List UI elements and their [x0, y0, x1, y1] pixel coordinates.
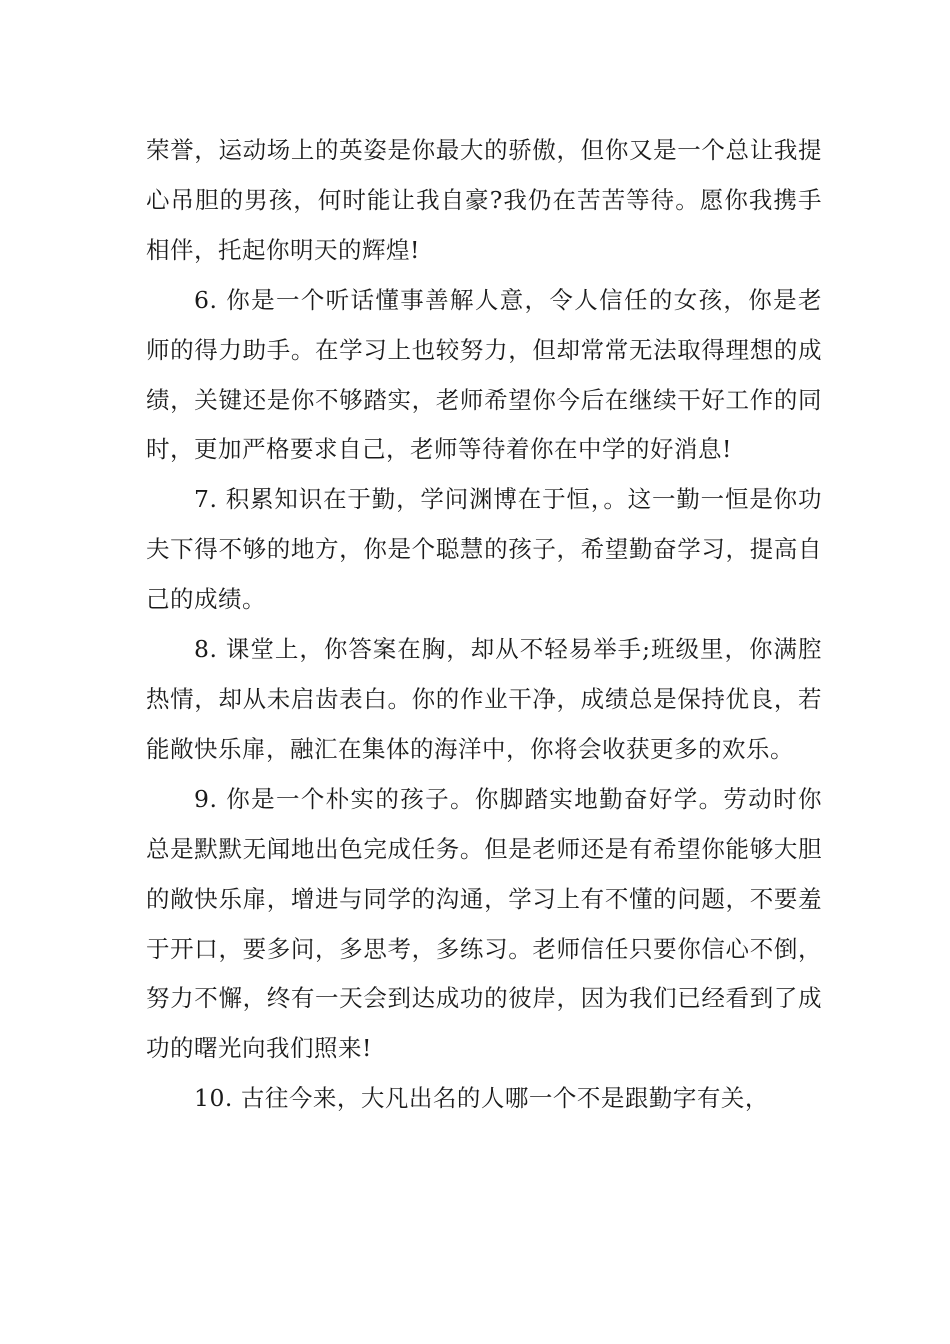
document-body	[146, 126, 822, 1124]
paragraph-item-9: 9. 你是一个朴实的孩子。你脚踏实地勤奋好学。劳动时你总是默默无闻地出色完成任务。但是老师还是有希望你能够大胆的敞快乐扉，增进与同学的沟通，学习上有不懂的问题，不要羞于开口，要多问，多思考，多练习。老师信任只要你信心不倒，努力不懈，终有一天会到达成功的彼岸，因为我们已经看到了成功的曙光向我们照来!	[146, 784, 822, 1063]
paragraph-item-10: 10. 古往今来，大凡出名的人哪一个不是跟勤字有关，	[194, 1084, 769, 1113]
paragraph-continuation: 荣誉，运动场上的英姿是你最大的骄傲，但你又是一个总让我提心吊胆的男孩，何时能让我自豪?我仍在苦苦等待。愿你我携手相伴，托起你明天的辉煌!	[146, 136, 822, 264]
paragraph-item-7: 7. 积累知识在于勤，学问渊博在于恒，。这一勤一恒是你功夫下得不够的地方，你是个聪慧的孩子，希望勤奋学习，提高自己的成绩。	[146, 485, 822, 614]
paragraph-item-8: 8. 课堂上，你答案在胸，却从不轻易举手;班级里，你满腔热情，却从未启齿表白。你的作业干净，成绩总是保持优良，若能敞快乐扉，融汇在集体的海洋中，你将会收获更多的欢乐。	[146, 635, 822, 763]
paragraph-item-6: 6. 你是一个听话懂事善解人意，令人信任的女孩，你是老师的得力助手。在学习上也较努力，但却常常无法取得理想的成绩，关键还是你不够踏实，老师希望你今后在继续干好工作的同时，更加严格要求自己，老师等待着你在中学的好消息!	[146, 285, 822, 464]
